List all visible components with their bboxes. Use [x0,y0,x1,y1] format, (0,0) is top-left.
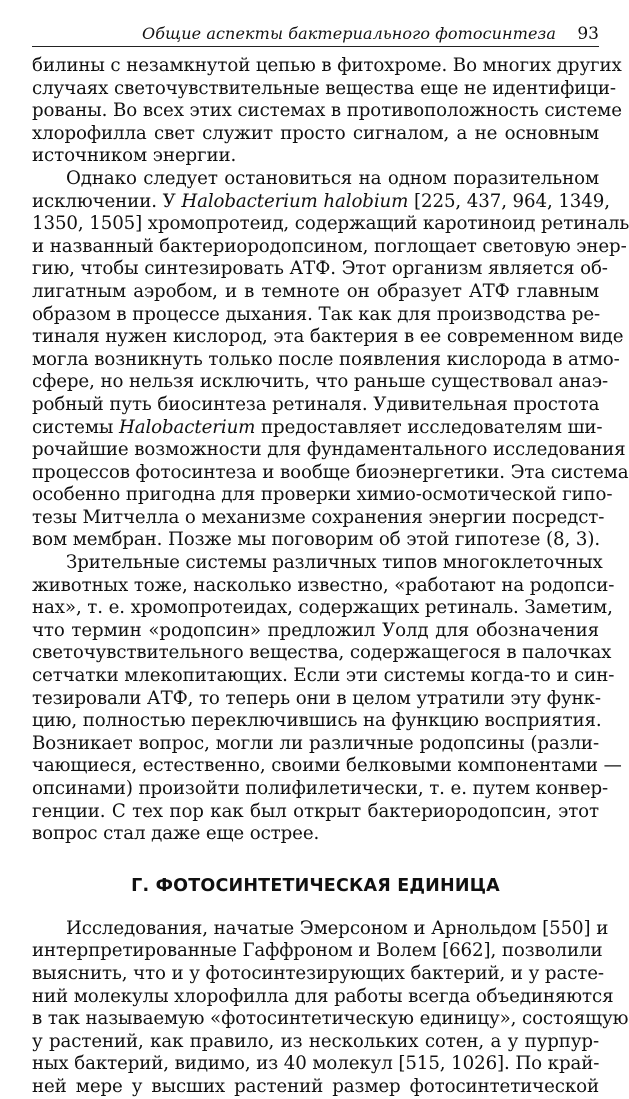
text-line: тиналя нужен кислород, эта бактерия в ее современном виде [32,326,624,348]
text-line: Однако следует остановиться на одном поразительном [66,167,599,189]
text-line: у растений, как правило, из нескольких сотен, а у пурпур- [32,1030,599,1052]
text-line: источником энергии. [32,145,237,167]
text-line: что термин «родопсин» предложил Уолд для обозначения [32,619,599,641]
text-line: Исследования, начатые Эмерсоном и Арнольдом [550] и [66,917,609,939]
text-line: в так называемую «фотосинтетическую единицу», состоящую [32,1008,629,1030]
running-header [32,18,599,47]
latin-name: Halobacterium halobium [181,190,409,212]
text-line: тезировали АТФ, то теперь они в целом утратили эту функ- [32,687,601,709]
book-page [32,18,629,1099]
text-line: сетчатки млекопитающих. Если эти системы когда-то и син- [32,665,615,687]
text-line: рованы. Во всех этих системах в противоположность системе [32,100,622,122]
text-line: сфере, но нельзя исключить, что раньше существовал анаэ- [32,371,608,393]
paragraph-continued [32,55,622,168]
text-line: хлорофилла свет служит просто сигналом, а не основным [32,122,599,144]
text-line: Возникает вопрос, могли ли различные родопсины (разли- [32,732,599,754]
text-line: ных бактерий, видимо, из 40 молекул [515, 1026]. По край- [32,1053,600,1075]
text-line: Зрительные системы различных типов многоклеточных [66,552,603,574]
text-line: особенно пригодна для проверки химио-осмотической гипо- [32,484,613,506]
text-line: ней мере у высших растений размер фотосинтетической [32,1075,599,1097]
paragraph-visual-systems [32,552,622,846]
paragraph-halobacterium [32,167,629,552]
text-line: тезы Митчелла о механизме сохранения энергии посредст- [32,506,605,528]
text-line: гию, чтобы синтезировать АТФ. Этот организм является об- [32,258,608,280]
text-line: могла возникнуть только после появления кислорода в атмо- [32,348,620,370]
text-line: лигатным аэробом, и в темноте он образует АТФ главным [32,280,599,302]
text-line: чающиеся, естественно, своими белковыми компонентами — [32,755,622,777]
text-line: нах», т. е. хромопротеидах, содержащих ретиналь. Заметим, [32,597,613,619]
latin-name: Halobacterium [118,416,256,438]
paragraph-photosynthetic-unit [32,917,629,1099]
text-line: билины с незамкнутой цепью в фитохроме. Во многих других [32,55,622,76]
text-line: робный путь биосинтеза ретиналя. Удивительная простота [32,393,600,415]
text-line: образом в процессе дыхания. Так как для производства ре- [32,303,601,325]
text-line: случаях светочувствительные вещества еще не идентифици- [32,77,616,99]
text-line: животных тоже, насколько известно, «работают на родопси- [32,574,615,596]
text-line: системы Halobacterium предоставляет исследователям ши- [32,416,603,438]
text-line: генции. С тех пор как был открыт бактериородопсин, этот [32,800,599,822]
text-line: вом мембран. Позже мы поговорим об этой гипотезе (8, 3). [32,529,601,551]
text-line: ний молекулы хлорофилла для работы всегда объединяются [32,985,614,1007]
text-line: процессов фотосинтеза и вообще биоэнергетики. Эта система [32,461,629,483]
text-line: исключении. У Halobacterium halobium [225, 437, 964, 1349, [32,190,610,212]
text-line: опсинами) произойти полифилетически, т. е. путем конвер- [32,778,609,799]
text-line: интерпретированные Гаффроном и Волем [662], позволили [32,940,603,962]
text-line: вопрос стал даже еще острее. [32,823,320,845]
text-line: и названный бактериородопсином, поглощает световую энер- [32,235,627,257]
page-number: 93 [577,24,599,44]
text-line: светочувствительного вещества, содержащегося в палочках [32,642,612,664]
text-line: рочайшие возможности для фундаментального исследования [32,439,626,461]
section-heading: Г. ФОТОСИНТЕТИЧЕСКАЯ ЕДИНИЦА [131,875,500,896]
text-line: выяснить, что и у фотосинтезирующих бактерий, и у расте- [32,962,604,984]
body-text [32,55,629,1099]
text-line: 1350, 1505] хромопротеид, содержащий каротиноид ретиналь [32,213,629,235]
running-title: Общие аспекты бактериального фотосинтеза [142,24,557,43]
text-line: цию, полностью переключившись на функцию восприятия. [32,710,602,732]
